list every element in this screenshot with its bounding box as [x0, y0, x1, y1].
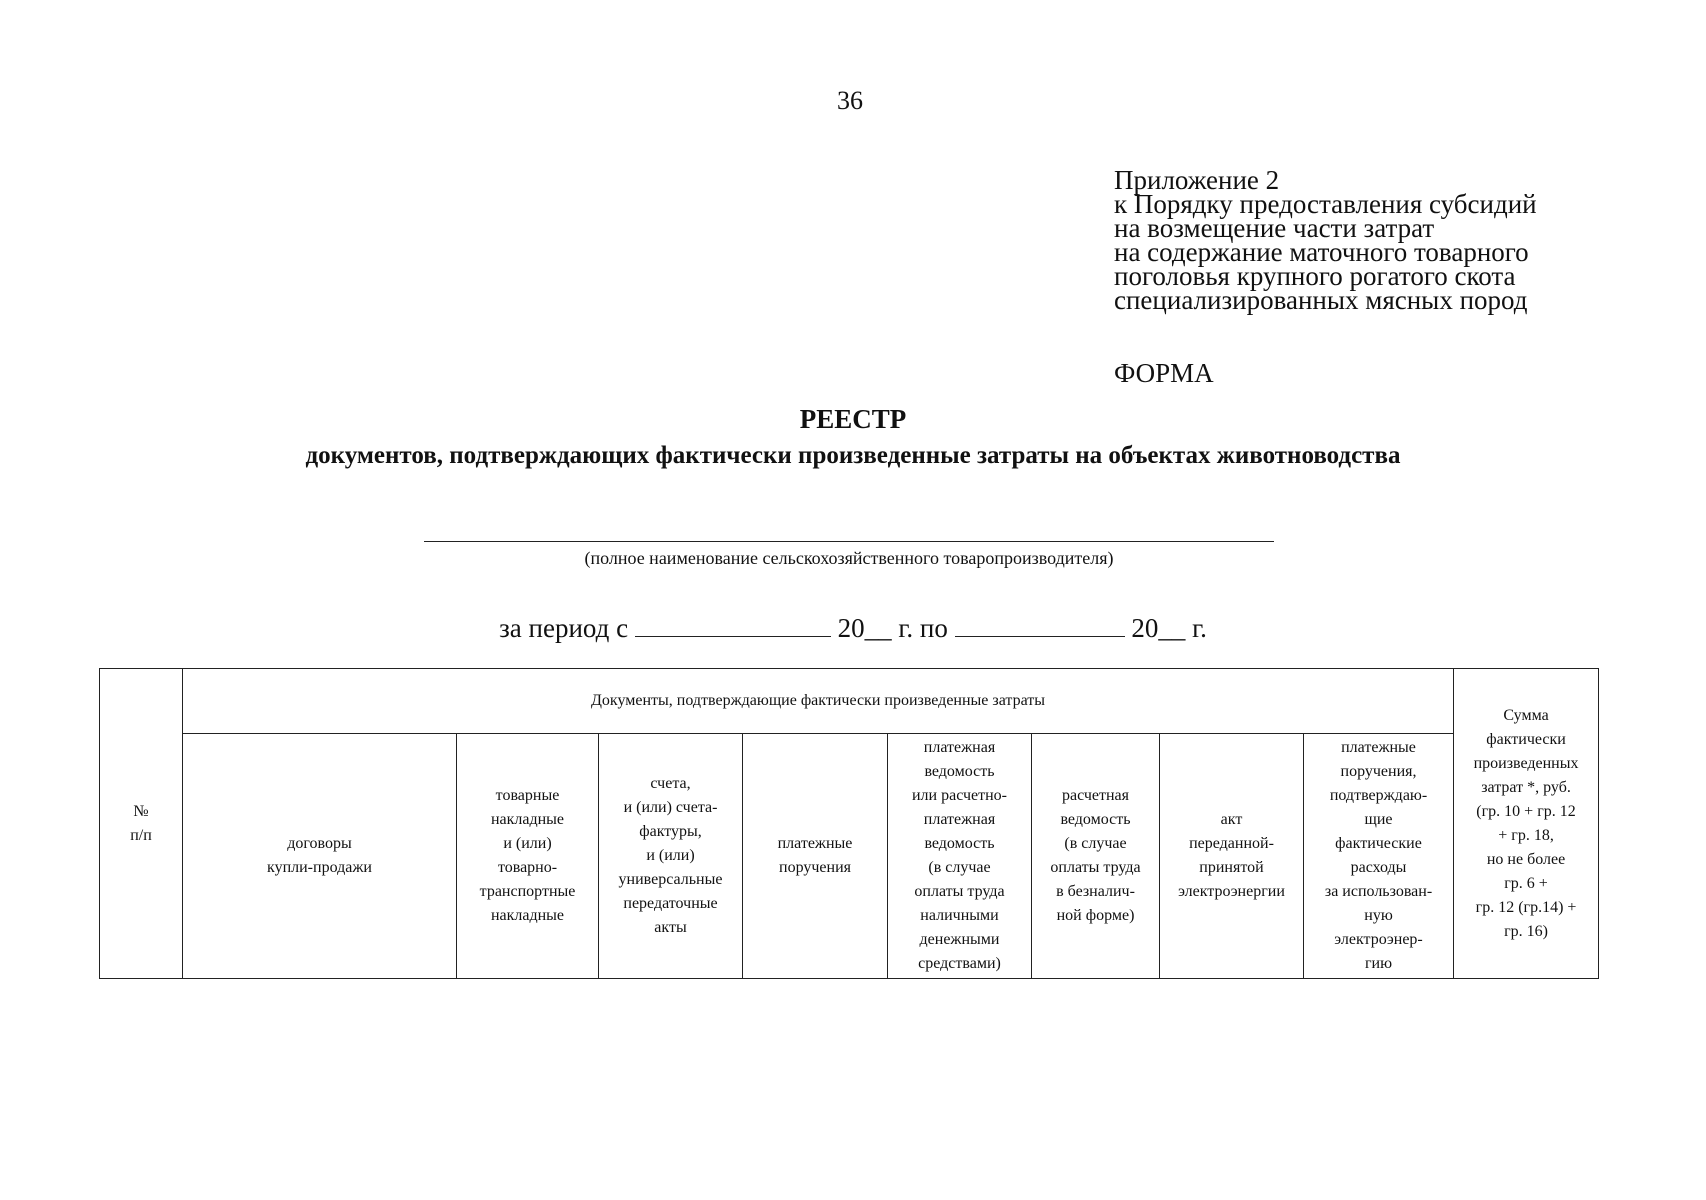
period-prefix: за период с [499, 613, 629, 643]
document-subtitle: документов, подтверждающих фактически произведенные затраты на объектах животноводства [305, 442, 1401, 469]
column-cash-payroll-header: платежная ведомость или расчетно- платежная ведомость (в случае оплаты труда наличными денежными средствами) [888, 734, 1032, 979]
column-waybills-header: товарные накладные и (или) товарно- транспортные накладные [457, 734, 599, 979]
appendix-line: на содержание маточного товарного [1114, 237, 1529, 267]
appendix-line: поголовья крупного рогатого скота [1114, 261, 1516, 291]
period-year-start: 20__ г. по [837, 613, 948, 643]
column-invoices-header: счета, и (или) счета- фактуры, и (или) универсальные передаточные акты [599, 734, 743, 979]
appendix-line: специализированных мясных пород [1114, 285, 1528, 315]
producer-name-line [424, 541, 1274, 542]
period-line [0, 612, 1706, 644]
column-cashless-payroll-header: расчетная ведомость (в случае оплаты труда в безналич- ной форме) [1032, 734, 1160, 979]
period-year-end: 20__ г. [1131, 613, 1207, 643]
appendix-line: на возмещение части затрат [1114, 213, 1435, 243]
form-label: ФОРМА [1114, 358, 1214, 388]
period-end-blank [955, 612, 1125, 637]
registry-table [99, 668, 1599, 979]
table-header-row [100, 669, 1599, 734]
period-start-blank [635, 612, 831, 637]
column-electricity-act-header: акт переданной- принятой электроэнергии [1160, 734, 1304, 979]
page-number: 36 [837, 86, 863, 115]
appendix-line: к Порядку предоставления субсидий [1114, 189, 1537, 219]
document-title: РЕЕСТР [799, 404, 907, 434]
appendix-line: Приложение 2 [1114, 165, 1280, 195]
column-total-sum-header: Сумма фактически произведенных затрат *, руб. (гр. 10 + гр. 12 + гр. 18, но не более гр. 6 + гр. 12 (гр.14) + гр. 16) [1454, 669, 1599, 979]
column-payment-orders-header: платежные поручения [743, 734, 888, 979]
column-number-header: № п/п [100, 669, 183, 979]
appendix-block [1114, 165, 1537, 315]
table-subheader-row [100, 734, 1599, 979]
producer-name-caption: (полное наименование сельскохозяйственного товаропроизводителя) [584, 548, 1114, 568]
column-contracts-header: договоры купли-продажи [183, 734, 457, 979]
column-electricity-payments-header: платежные поручения, подтверждаю- щие фактические расходы за использован- ную электроэнер- гию [1304, 734, 1454, 979]
documents-group-header: Документы, подтверждающие фактически произведенные затраты [183, 669, 1454, 734]
